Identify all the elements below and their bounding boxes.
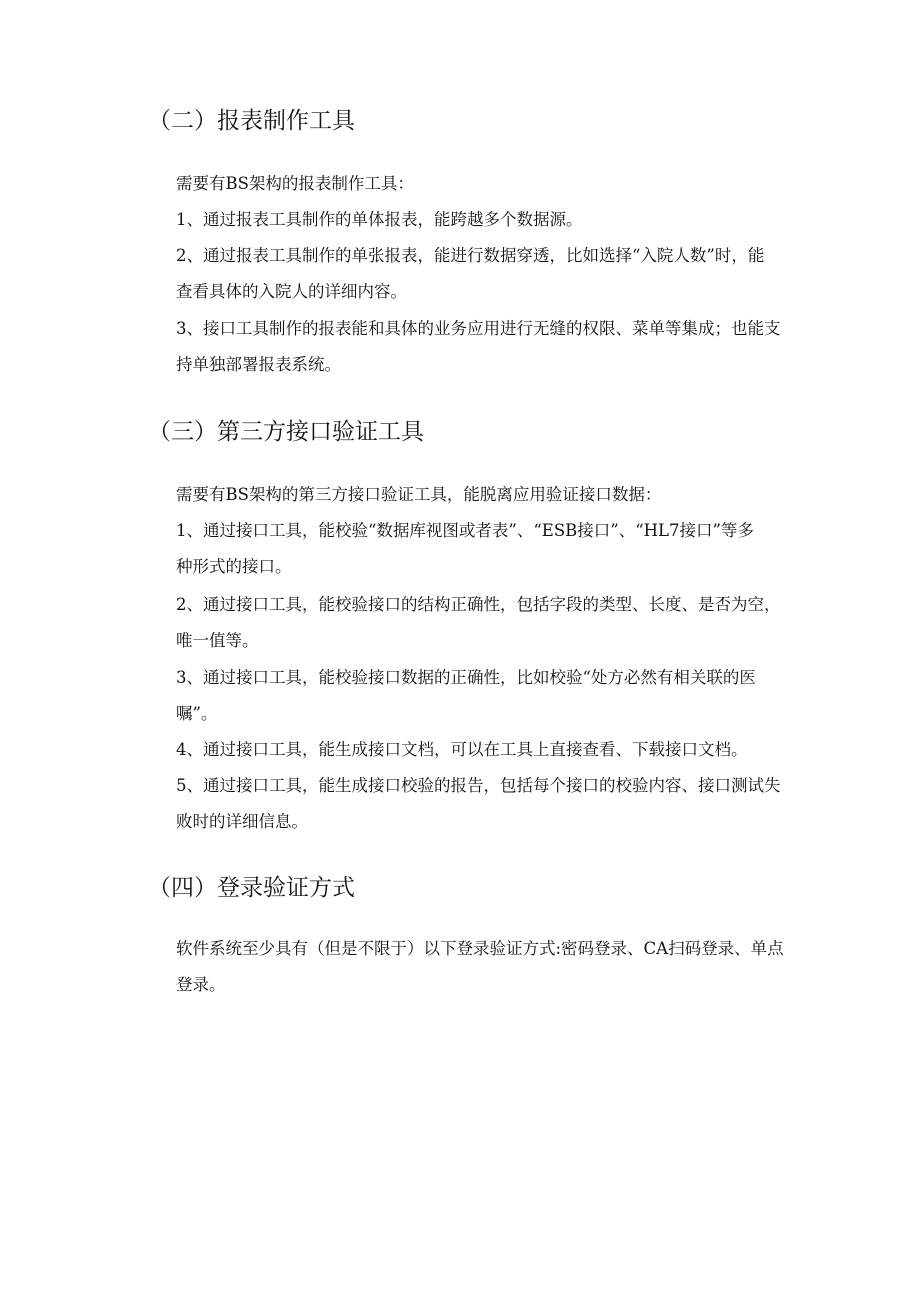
paragraph-line: 嘱”。 (176, 704, 218, 723)
paragraph-line: 1、通过报表工具制作的单体报表，能跨越多个数据源。 (176, 210, 583, 229)
paragraph-line: 软件系统至少具有（但是不限于）以下登录验证方式:密码登录、CA扫码登录、单点 (176, 939, 784, 958)
paragraph-line: 1、通过接口工具，能校验“数据库视图或者表”、“ESB接口”、“HL7接口”等多 (176, 521, 754, 540)
section-heading-report-tool: （二）报表制作工具 (148, 108, 355, 134)
paragraph-line: 唯一值等。 (176, 631, 259, 650)
paragraph-line: 种形式的接口。 (176, 557, 292, 576)
paragraph-line: 败时的详细信息。 (176, 812, 308, 831)
paragraph-line: 4、通过接口工具，能生成接口文档，可以在工具上直接查看、下载接口文档。 (176, 740, 748, 759)
paragraph-line: 持单独部署报表系统。 (176, 355, 341, 374)
paragraph-line: 需要有BS架构的报表制作工具： (176, 174, 414, 193)
paragraph-line: 3、通过接口工具，能校验接口数据的正确性，比如校验“处方必然有相关联的医 (176, 668, 756, 687)
paragraph-line: 3、接口工具制作的报表能和具体的业务应用进行无缝的权限、菜单等集成；也能支 (176, 319, 781, 338)
paragraph-line: 需要有BS架构的第三方接口验证工具，能脱离应用验证接口数据： (176, 485, 662, 504)
paragraph-line: 2、通过报表工具制作的单张报表，能进行数据穿透，比如选择“入院人数”时，能 (176, 246, 765, 265)
paragraph-line: 2、通过接口工具，能校验接口的结构正确性，包括字段的类型、长度、是否为空， (176, 595, 781, 614)
section-heading-login-verification: （四）登录验证方式 (148, 875, 355, 901)
paragraph-line: 登录。 (176, 975, 226, 994)
paragraph-line: 5、通过接口工具，能生成接口校验的报告，包括每个接口的校验内容、接口测试失 (176, 776, 781, 795)
paragraph-line: 查看具体的入院人的详细内容。 (176, 282, 407, 301)
section-heading-interface-tool: （三）第三方接口验证工具 (148, 419, 424, 445)
